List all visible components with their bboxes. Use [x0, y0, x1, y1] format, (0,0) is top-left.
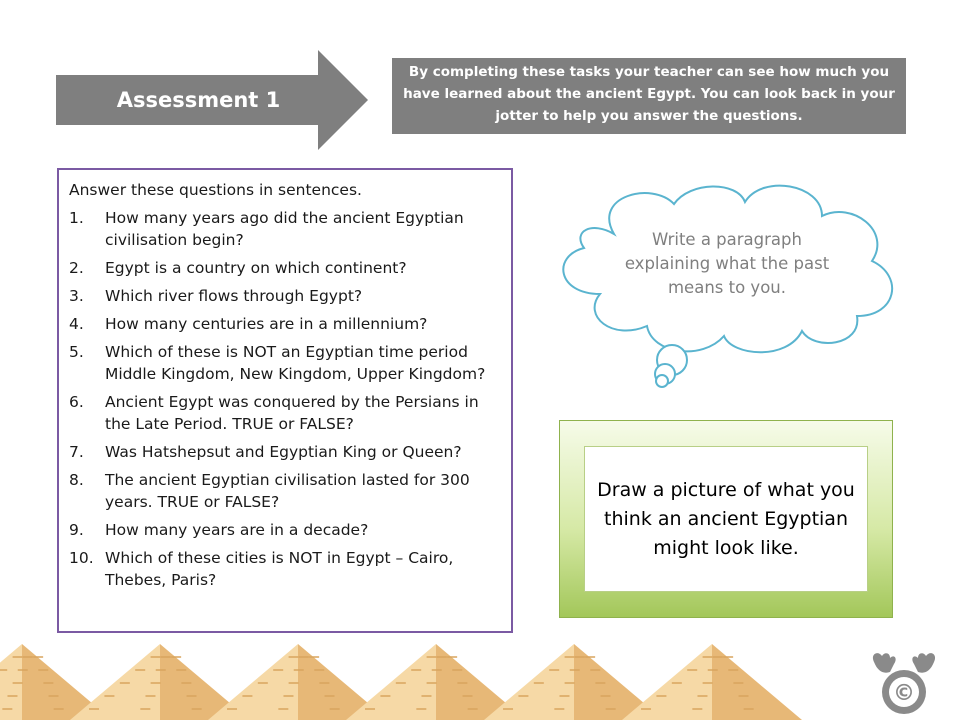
question-item [69, 469, 501, 513]
thought-bubble-text: Write a paragraph explaining what the past means to you. [624, 230, 830, 297]
question-text: The ancient Egyptian civilisation lasted for 300 years. TRUE or FALSE? [105, 471, 470, 511]
question-number: 2. [69, 259, 84, 277]
questions-list [69, 207, 501, 591]
question-number: 9. [69, 521, 84, 539]
question-item [69, 313, 501, 335]
question-text: How many years ago did the ancient Egyptian civilisation begin? [105, 209, 464, 249]
questions-panel [57, 168, 513, 633]
question-number: 3. [69, 287, 84, 305]
question-text: How many years are in a decade? [105, 521, 369, 539]
question-text: Egypt is a country on which continent? [105, 259, 407, 277]
moose-copyright-icon [868, 650, 940, 716]
question-item [69, 257, 501, 279]
question-number: 8. [69, 471, 84, 489]
question-number: 4. [69, 315, 84, 333]
question-text: Was Hatshepsut and Egyptian King or Queen? [105, 443, 462, 461]
question-number: 1. [69, 209, 84, 227]
question-item [69, 341, 501, 385]
questions-intro: Answer these questions in sentences. [69, 181, 362, 199]
pyramids-decoration [0, 636, 960, 720]
question-item [69, 519, 501, 541]
question-number: 10. [69, 549, 94, 567]
intro-instructions: By completing these tasks your teacher can see how much you have learned about the ancient Egypt. You can look back in your jotter to help you answer the questions. [392, 58, 906, 134]
svg-text:©: © [893, 681, 915, 706]
question-item [69, 547, 501, 591]
assessment-title: Assessment 1 [116, 88, 281, 112]
pyramid [622, 644, 802, 720]
question-item [69, 207, 501, 251]
question-text: How many centuries are in a millennium? [105, 315, 428, 333]
question-text: Which river flows through Egypt? [105, 287, 363, 305]
drawing-task-text: Draw a picture of what you think an ancient Egyptian might look like. [584, 446, 868, 592]
question-text: Which of these cities is NOT in Egypt – Cairo, Thebes, Paris? [105, 549, 454, 589]
question-number: 5. [69, 343, 84, 361]
question-item [69, 391, 501, 435]
question-number: 7. [69, 443, 84, 461]
question-number: 6. [69, 393, 84, 411]
question-item [69, 285, 501, 307]
question-text: Ancient Egypt was conquered by the Persians in the Late Period. TRUE or FALSE? [105, 393, 479, 433]
question-item [69, 441, 501, 463]
question-text: Which of these is NOT an Egyptian time period Middle Kingdom, New Kingdom, Upper Kingdom? [105, 343, 486, 383]
